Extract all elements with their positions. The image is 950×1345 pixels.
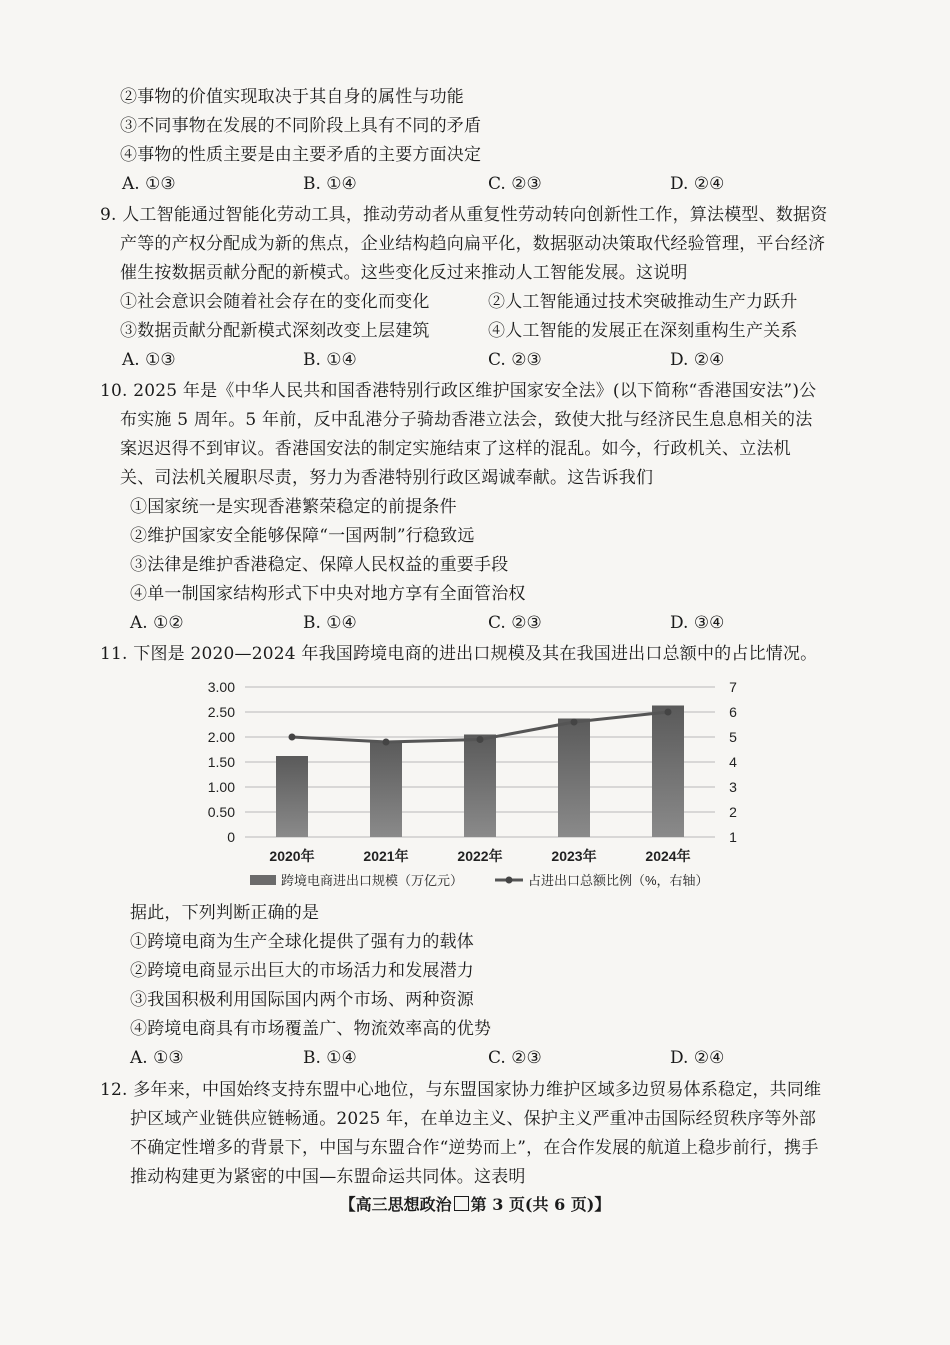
chart-right-axis bbox=[729, 679, 737, 845]
ratio-point-2022年 bbox=[477, 736, 484, 743]
q11-item-3: ③我国积极利用国际国内两个市场、两种资源 bbox=[130, 990, 474, 1010]
q8-item-3: ③不同事物在发展的不同阶段上具有不同的矛盾 bbox=[120, 116, 482, 136]
q11-item-1: ①跨境电商为生产全球化提供了强有力的载体 bbox=[130, 932, 474, 952]
legend-bar-swatch bbox=[250, 875, 276, 885]
q11-option-c: C. ②③ bbox=[488, 1048, 542, 1068]
q10-stem-line-4: 关、司法机关履职尽责，努力为香港特别行政区竭诚奉献。这告诉我们 bbox=[120, 468, 654, 488]
right-tick-label: 5 bbox=[729, 729, 737, 745]
q9-option-d: D. ②④ bbox=[670, 350, 725, 370]
q9-item-2: ②人工智能通过技术突破推动生产力跃升 bbox=[488, 292, 798, 312]
q11-option-d: D. ②④ bbox=[670, 1048, 725, 1068]
left-tick-label: 2.00 bbox=[207, 729, 235, 745]
right-tick-label: 3 bbox=[729, 779, 737, 795]
q10-option-d: D. ③④ bbox=[670, 613, 725, 633]
q9-option-a: A. ①③ bbox=[122, 350, 176, 370]
q11-option-a: A. ①③ bbox=[130, 1048, 184, 1068]
ratio-point-2024年 bbox=[665, 709, 672, 716]
right-tick-label: 4 bbox=[729, 754, 737, 770]
q9-item-1: ①社会意识会随着社会存在的变化而变化 bbox=[120, 292, 430, 312]
q11-item-2: ②跨境电商显示出巨大的市场活力和发展潜力 bbox=[130, 961, 474, 981]
q9-option-c: C. ②③ bbox=[488, 350, 542, 370]
q10-item-2: ②维护国家安全能够保障“一国两制”行稳致远 bbox=[130, 526, 475, 546]
right-tick-label: 6 bbox=[729, 704, 737, 720]
q10-stem-line-1: 10. 2025 年是《中华人民共和国香港特别行政区维护国家安全法》(以下简称“香港国安法”)公 bbox=[100, 381, 817, 401]
x-tick-label: 2023年 bbox=[551, 848, 597, 864]
footer-page-number: 第 3 页(共 6 页)】 bbox=[470, 1195, 611, 1214]
q8-option-b: B. ①④ bbox=[303, 174, 357, 194]
q11-item-4: ④跨境电商具有市场覆盖广、物流效率高的优势 bbox=[130, 1019, 492, 1039]
chart-ratio-line bbox=[289, 709, 672, 746]
left-tick-label: 0 bbox=[227, 829, 235, 845]
q10-option-c: C. ②③ bbox=[488, 613, 542, 633]
legend-line-marker bbox=[506, 877, 513, 884]
q8-option-c: C. ②③ bbox=[488, 174, 542, 194]
right-tick-label: 1 bbox=[729, 829, 737, 845]
bar-2023年 bbox=[558, 719, 590, 838]
legend-bar-label: 跨境电商进出口规模（万亿元） bbox=[281, 873, 464, 888]
q10-item-4: ④单一制国家结构形式下中央对地方享有全面管治权 bbox=[130, 584, 526, 604]
x-tick-label: 2020年 bbox=[269, 848, 315, 864]
trade-chart bbox=[195, 672, 775, 902]
q10-stem-line-2: 布实施 5 周年。5 年前，反中乱港分子骑劫香港立法会，致使大批与经济民生息息相关的法 bbox=[120, 410, 813, 430]
ratio-point-2020年 bbox=[289, 734, 296, 741]
footer-subject: 【高三思想政治 bbox=[339, 1195, 452, 1214]
chart-svg bbox=[195, 672, 775, 902]
q8-item-2: ②事物的价值实现取决于其自身的属性与功能 bbox=[120, 87, 464, 107]
bar-2024年 bbox=[652, 706, 684, 838]
left-tick-label: 3.00 bbox=[207, 679, 235, 695]
bar-2020年 bbox=[276, 756, 308, 837]
q12-stem-line-3: 不确定性增多的背景下，中国与东盟合作“逆势而上”，在合作发展的航道上稳步前行，携手 bbox=[130, 1138, 819, 1158]
subject-mark-icon bbox=[454, 1196, 469, 1211]
q8-option-a: A. ①③ bbox=[122, 174, 176, 194]
left-tick-label: 1.00 bbox=[207, 779, 235, 795]
q9-item-4: ④人工智能的发展正在深刻重构生产关系 bbox=[488, 321, 798, 341]
ratio-point-2021年 bbox=[383, 739, 390, 746]
q11-question: 据此，下列判断正确的是 bbox=[130, 903, 320, 923]
q8-option-d: D. ②④ bbox=[670, 174, 725, 194]
x-tick-label: 2024年 bbox=[645, 848, 691, 864]
right-tick-label: 2 bbox=[729, 804, 737, 820]
bar-2021年 bbox=[370, 741, 402, 837]
q12-stem-line-2: 护区域产业链供应链畅通。2025 年，在单边主义、保护主义严重冲击国际经贸秩序等外部 bbox=[130, 1109, 817, 1129]
x-tick-label: 2021年 bbox=[363, 848, 409, 864]
q10-stem-line-3: 案迟迟得不到审议。香港国安法的制定实施结束了这样的混乱。如今，行政机关、立法机 bbox=[120, 439, 791, 459]
q9-stem-line-2: 产等的产权分配成为新的焦点，企业结构趋向扁平化，数据驱动决策取代经验管理，平台经济 bbox=[120, 234, 826, 254]
q9-item-3: ③数据贡献分配新模式深刻改变上层建筑 bbox=[120, 321, 430, 341]
q10-item-1: ①国家统一是实现香港繁荣稳定的前提条件 bbox=[130, 497, 457, 517]
q9-option-b: B. ①④ bbox=[303, 350, 357, 370]
q10-option-b: B. ①④ bbox=[303, 613, 357, 633]
q11-stem: 11. 下图是 2020—2024 年我国跨境电商的进出口规模及其在我国进出口总额中的占比情况。 bbox=[100, 644, 818, 664]
q9-stem-line-1: 9. 人工智能通过智能化劳动工具，推动劳动者从重复性劳动转向创新性工作，算法模型、数据资 bbox=[100, 205, 828, 225]
x-tick-label: 2022年 bbox=[457, 848, 503, 864]
q10-item-3: ③法律是维护香港稳定、保障人民权益的重要手段 bbox=[130, 555, 509, 575]
q8-item-4: ④事物的性质主要是由主要矛盾的主要方面决定 bbox=[120, 145, 482, 165]
chart-left-axis bbox=[208, 679, 235, 845]
bar-2022年 bbox=[464, 735, 496, 838]
q12-stem-line-4: 推动构建更为紧密的中国—东盟命运共同体。这表明 bbox=[130, 1167, 526, 1187]
chart-x-axis bbox=[269, 848, 690, 864]
legend-line-label: 占进出口总额比例（%，右轴） bbox=[528, 873, 709, 888]
right-tick-label: 7 bbox=[729, 679, 737, 695]
chart-legend bbox=[250, 873, 709, 889]
q12-stem-line-1: 12. 多年来，中国始终支持东盟中心地位，与东盟国家协力维护区域多边贸易体系稳定，共同维 bbox=[100, 1080, 822, 1100]
left-tick-label: 0.50 bbox=[207, 804, 235, 820]
left-tick-label: 2.50 bbox=[207, 704, 235, 720]
ratio-point-2023年 bbox=[571, 719, 578, 726]
q9-stem-line-3: 催生按数据贡献分配的新模式。这些变化反过来推动人工智能发展。这说明 bbox=[120, 263, 688, 283]
chart-bars bbox=[276, 706, 684, 838]
q10-option-a: A. ①② bbox=[130, 613, 184, 633]
page-footer bbox=[0, 1192, 950, 1215]
left-tick-label: 1.50 bbox=[207, 754, 235, 770]
q11-option-b: B. ①④ bbox=[303, 1048, 357, 1068]
